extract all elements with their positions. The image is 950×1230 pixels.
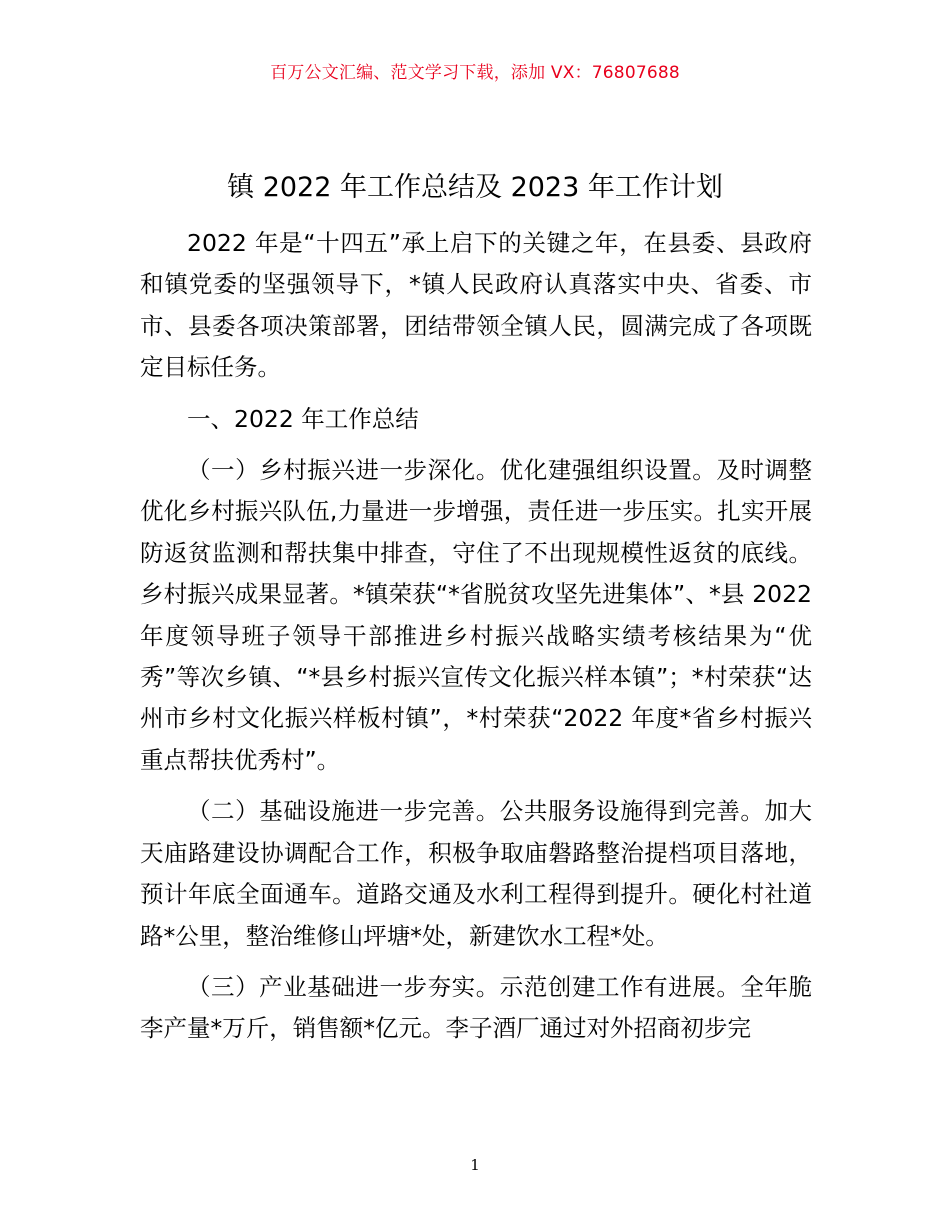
page-number: 1 [470, 1156, 480, 1174]
paragraph-industry: （三）产业基础进一步夯实。示范创建工作有进展。全年脆李产量*万斤，销售额*亿元。李子酒厂通过对外招商初步完 [140, 972, 812, 1043]
paragraph-rural-revitalization: （一）乡村振兴进一步深化。优化建强组织设置。及时调整优化乡村振兴队伍,力量进一步增强，责任进一步压实。扎实开展防返贫监测和帮扶集中排查，守住了不出现规模性返贫的底线。乡村振兴成果显著。*镇荣获“*省脱贫攻坚先进集体”、*县 2022 年度领导班子领导干部推进乡村振兴战略实绩考核结果为“优秀”等次乡镇、“*县乡村振兴宣传文化振兴样本镇”；*村荣获“达州市乡村文化振兴样板村镇”，*村荣获“2022 年度*省乡村振兴重点帮扶优秀村”。 [140, 456, 812, 774]
paragraph-infrastructure: （二）基础设施进一步完善。公共服务设施得到完善。加大天庙路建设协调配合工作，积极争取庙磐路整治提档项目落地，预计年底全面通车。道路交通及水利工程得到提升。硬化村社道路*公里，整治维修山坪塘*处，新建饮水工程*处。 [140, 797, 812, 950]
intro-paragraph: 2022 年是“十四五”承上启下的关键之年，在县委、县政府和镇党委的坚强领导下，*镇人民政府认真落实中央、省委、市市、县委各项决策部署，团结带领全镇人民，圆满完成了各项既定目标任务。 [140, 229, 812, 382]
document-title: 镇 2022 年工作总结及 2023 年工作计划 [227, 172, 723, 203]
document-body [140, 223, 812, 1050]
section-heading: 一、2022 年工作总结 [187, 404, 419, 433]
header-promo-text: 百万公文汇编、范文学习下载，添加 VX：76807688 [270, 63, 680, 83]
